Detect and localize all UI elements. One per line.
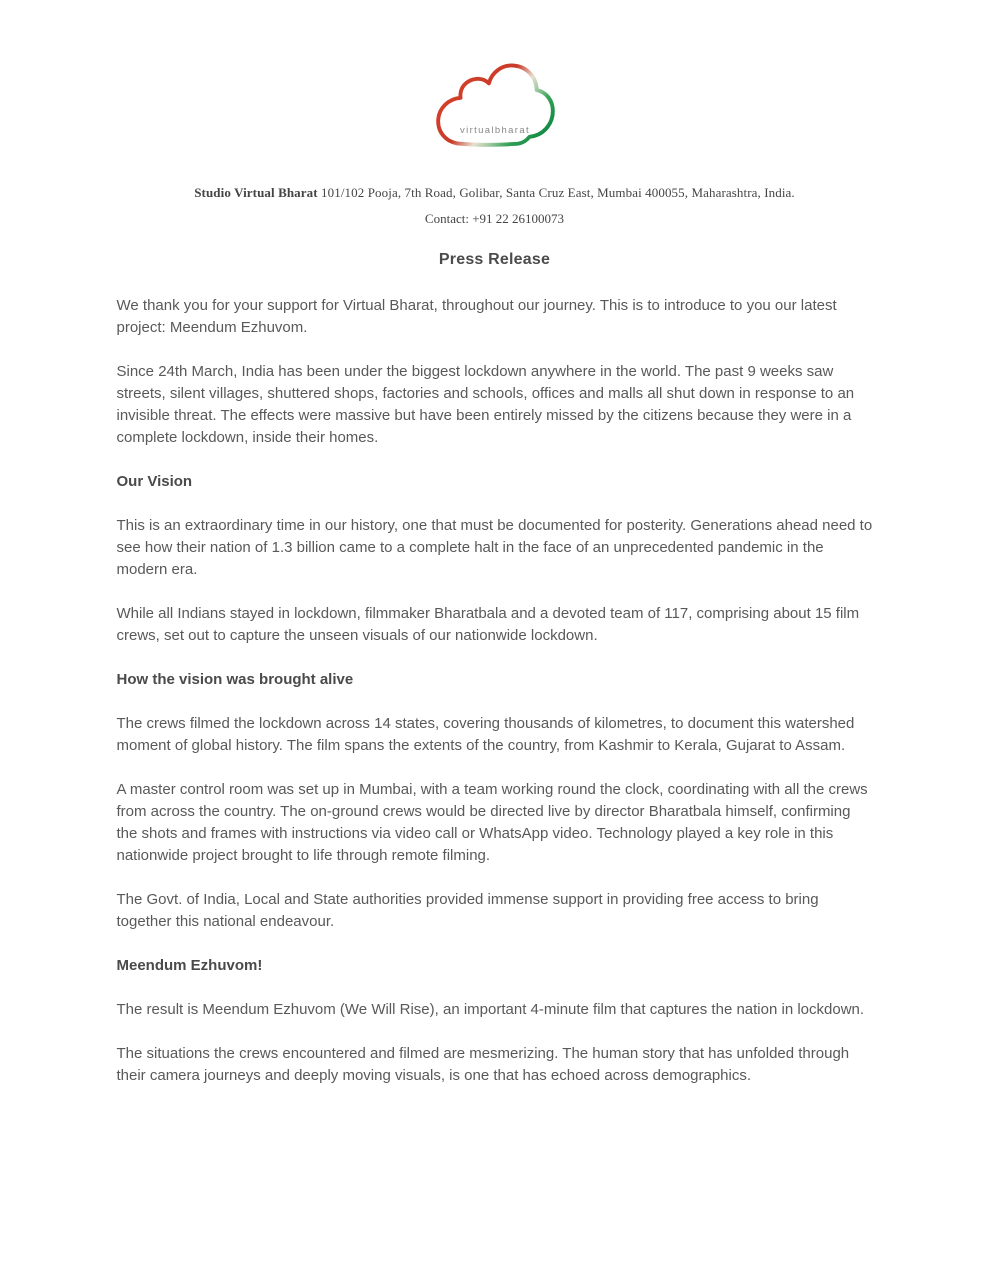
logo-wordmark: virtualbharat	[459, 124, 530, 136]
paragraph: The result is Meendum Ezhuvom (We Will Rise), an important 4-minute film that captures the nation in lockdown.	[116, 1001, 865, 1018]
paragraph: A master control room was set up in Mumbai, with a team working round the clock, coordinating with all the crews from across the country. The on-ground crews would be directed live by director Bharatbala himself, confirming the shots and frames with instructions via video call or WhatsApp video. Technology played a key role in this nationwide project brought to life through remote filming.	[116, 781, 868, 864]
paragraph: This is an extraordinary time in our history, one that must be documented for posterity. Generations ahead need to see how their nation of 1.3 billion came to a complete halt in the face of an unprecedented pandemic in the modern era.	[116, 517, 873, 578]
paragraph: We thank you for your support for Virtual Bharat, throughout our journey. This is to introduce to you our latest project: Meendum Ezhuvom.	[116, 297, 837, 336]
document-header	[0, 0, 989, 269]
studio-address	[0, 185, 989, 201]
document-body	[117, 295, 873, 1087]
paragraph: While all Indians stayed in lockdown, filmmaker Bharatbala and a devoted team of 117, comprising about 15 film crews, set out to capture the unseen visuals of our nationwide lockdown.	[116, 605, 860, 644]
contact-line: Contact: +91 22 26100073	[424, 211, 565, 226]
section-heading: Meendum Ezhuvom!	[116, 957, 263, 974]
virtualbharat-logo	[0, 0, 989, 159]
paragraph: The Govt. of India, Local and State authorities provided immense support in providing free access to bring together this national endeavour.	[116, 891, 819, 930]
studio-name: Studio Virtual Bharat	[194, 185, 318, 200]
paragraph: Since 24th March, India has been under the biggest lockdown anywhere in the world. The past 9 weeks saw streets, silent villages, shuttered shops, factories and schools, offices and malls all shut down in response to an invisible threat. The effects were massive but have been entirely missed by the citizens because they were in a complete lockdown, inside their homes.	[116, 363, 855, 446]
cloud-logo-icon	[428, 60, 562, 159]
section-heading: How the vision was brought alive	[116, 671, 354, 688]
page-title: Press Release	[438, 251, 551, 268]
paragraph: The crews filmed the lockdown across 14 states, covering thousands of kilometres, to document this watershed moment of global history. The film spans the extents of the country, from Kashmir to Kerala, Gujarat to Assam.	[116, 715, 855, 754]
section-heading: Our Vision	[116, 473, 193, 490]
paragraph: The situations the crews encountered and filmed are mesmerizing. The human story that has unfolded through their camera journeys and deeply moving visuals, is one that has echoed across demographics.	[116, 1045, 850, 1084]
studio-address-text: 101/102 Pooja, 7th Road, Golibar, Santa Cruz East, Mumbai 400055, Maharashtra, India.	[321, 185, 795, 200]
